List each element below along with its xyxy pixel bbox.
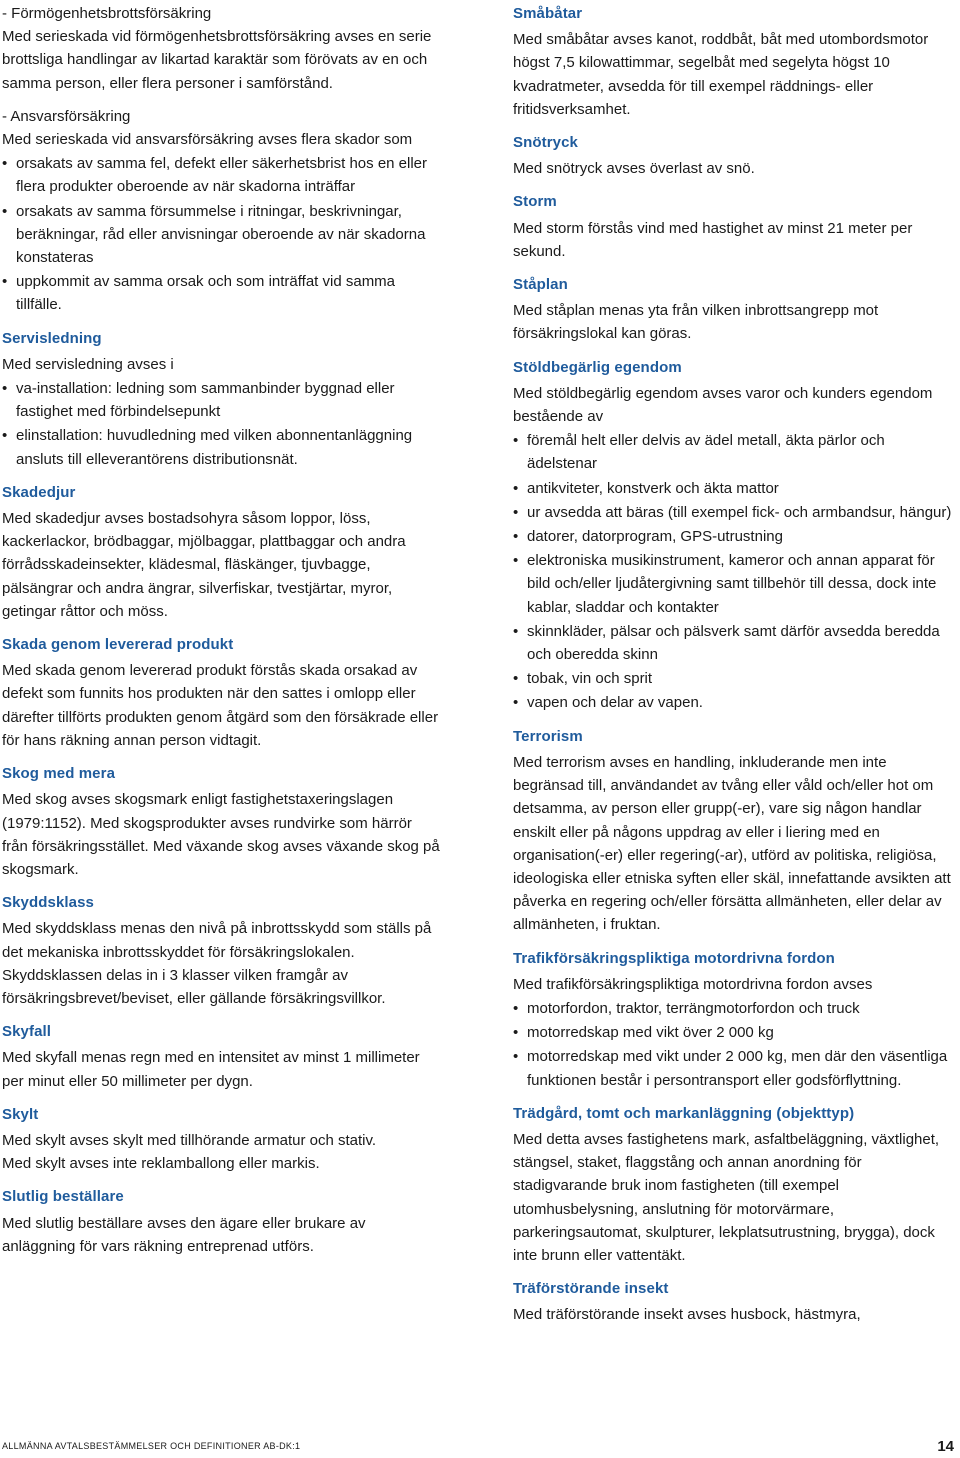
list-item: • orsakats av samma försummelse i ritningar, beskrivningar, beräkningar, råd eller anvisningar oberoende av när skadorna konstateras — [2, 200, 440, 270]
section-servisledning — [2, 327, 440, 471]
section-levererad-produkt — [2, 633, 440, 752]
bullet-list — [513, 997, 958, 1092]
list-item: • orsakats av samma fel, defekt eller säkerhetsbrist hos en eller flera produkter oberoende av när skadorna inträffar — [2, 152, 440, 198]
section-text: Med skada genom levererad produkt förstås skada orsakad av defekt som funnits hos produkten när den sattes i omlopp eller därefter tillförts produkten genom åtgärd som den försäkrade eller för hans räkning annan person vidtagit. — [2, 662, 439, 749]
section-storm — [513, 190, 958, 263]
list-item: • elektroniska musikinstrument, kameror och annan apparat för bild och/eller ljudåtergivning samt tillbehör till dessa, dock inte kablar, sladdar och kontakter — [513, 549, 958, 619]
section-heading: Snötryck — [513, 134, 578, 152]
section-text: Med terrorism avses en handling, inkluderande men inte begränsad till, användandet av tvång eller våld och/eller hot om detsamma, av person eller grupp(-er), vare sig någon handlar enskilt eller på någons uppdrag av eller i liering med en organisation(-er) eller regering(-ar), utförd av politiska, religiösa, ideologiska eller etniska syften eller skäl, innefattande avsikten att påverka en regering och/eller försätta allmänheten, eller delar av allmänheten, i fruktan. — [513, 753, 951, 934]
section-text: Med skyfall menas regn med en intensitet av minst 1 millimeter per minut eller 50 millimeter per dygn. — [2, 1049, 420, 1090]
list-item: • ur avsedda att bäras (till exempel fick- och armbandsur, hängur) — [513, 501, 958, 524]
list-item: • va-installation: ledning som sammanbinder byggnad eller fastighet med förbindelsepunkt — [2, 377, 440, 423]
section-heading: Småbåtar — [513, 5, 583, 22]
section-smabatar — [513, 2, 958, 121]
section-heading: Trädgård, tomt och markanläggning (objekttyp) — [513, 1104, 855, 1122]
list-item: • vapen och delar av vapen. — [513, 691, 958, 714]
list-item: • föremål helt eller delvis av ädel metall, äkta pärlor och ädelstenar — [513, 429, 958, 475]
section-heading: Träförstörande insekt — [513, 1280, 669, 1298]
section-staplan — [513, 273, 958, 346]
list-item: • motorfordon, traktor, terrängmotorfordon och truck — [513, 997, 958, 1020]
section-text: Med trafikförsäkringspliktiga motordrivna fordon avses — [513, 975, 873, 993]
section-heading: Terrorism — [513, 727, 583, 745]
section-heading: - Förmögenhetsbrottsförsäkring — [2, 5, 212, 22]
section-heading: Slutlig beställare — [2, 1188, 124, 1206]
section-text: Med skylt avses skylt med tillhörande armatur och stativ. — [2, 1131, 377, 1149]
section-heading: Skog med mera — [2, 765, 116, 783]
list-item: • tobak, vin och sprit — [513, 667, 958, 690]
section-text: Med skyddsklass menas den nivå på inbrottsskydd som ställs på det mekaniska inbrottsskyddet för försäkringslokalen. Skyddsklassen delas in i 3 klasser vilken framgår av försäkringsbrevet/beviset, eller gällande försäkringsvillkor. — [2, 920, 432, 1007]
section-text: Med småbåtar avses kanot, roddbåt, båt med utombordsmotor högst 7,5 kilowattimmar, segelbåt med segelyta högst 10 kvadratmeter, avsedda för till exempel räddnings- eller fritidsverksamhet. — [513, 31, 929, 118]
section-text: Med detta avses fastighetens mark, asfaltbeläggning, växtlighet, stängsel, staket, flaggstång och annan anordning för stadigvarande bruk inom fastigheten (till exempel utomhusbelysning, anslutning för motorvärmare, parkeringsautomat, skulpturer, lekplatsutrustning, brygga), dock inte brunn eller vattentäkt. — [513, 1130, 940, 1264]
section-text: Med skadedjur avses bostadsohyra såsom loppor, löss, kackerlackor, brödbaggar, mjölbaggar, plattbaggar och andra förrådsskadeinsekter, klädesmal, fläskänger, tjuvbagge, pälsängrar och andra ängrar, silverfiskar, tvestjärtar, myror, getingar råttor och möss. — [2, 510, 406, 620]
section-text: Med serieskada vid ansvarsförsäkring avses flera skador som — [2, 131, 413, 149]
section-slutlig-bestallare — [2, 1185, 440, 1258]
section-skyddsklass — [2, 891, 440, 1010]
list-item: • motorredskap med vikt över 2 000 kg — [513, 1021, 958, 1044]
section-heading: Servisledning — [2, 329, 102, 347]
section-text: Med slutlig beställare avses den ägare eller brukare av anläggning för vars räkning entreprenad utförs. — [2, 1214, 366, 1255]
right-column — [513, 2, 958, 1337]
section-liability-insurance — [2, 105, 440, 317]
section-text: Med skog avses skogsmark enligt fastighetstaxeringslagen (1979:1152). Med skogsprodukter avses rundvirke som härrör från försäkringsstället. Med växande skog avses växande skog på skogsmark. — [2, 791, 440, 878]
section-text: Med ståplan menas yta från vilken inbrottsangrepp mot försäkringslokal kan göras. — [513, 302, 879, 343]
bullet-list — [2, 377, 440, 471]
list-item: • datorer, datorprogram, GPS-utrustning — [513, 525, 958, 548]
section-heading: Storm — [513, 193, 557, 211]
list-item: • motorredskap med vikt under 2 000 kg, men där den väsentliga funktionen består i persontransport eller godsförflyttning. — [513, 1045, 958, 1091]
section-text: Med stöldbegärlig egendom avses varor och kunders egendom bestående av — [513, 384, 933, 426]
section-heading: Skylt — [2, 1105, 39, 1123]
list-item: • skinnkläder, pälsar och pälsverk samt därför avsedda beredda och oberedda skinn — [513, 620, 958, 666]
left-column — [2, 2, 440, 1268]
bullet-list — [2, 152, 440, 316]
section-fraud-insurance — [2, 2, 440, 95]
section-text: Med snötryck avses överlast av snö. — [513, 160, 755, 178]
section-terrorism — [513, 725, 958, 937]
footer-document-title: ALLMÄNNA AVTALSBESTÄMMELSER OCH DEFINITIONER AB-DK:1 — [2, 1441, 301, 1451]
section-heading: Ståplan — [513, 276, 568, 294]
list-item: • elinstallation: huvudledning med vilken abonnentanläggning ansluts till elleverantörens distributionsnät. — [2, 424, 440, 470]
section-heading: Stöldbegärlig egendom — [513, 358, 682, 376]
section-text: Med storm förstås vind med hastighet av minst 21 meter per sekund. — [513, 219, 913, 260]
section-tradgard-tomt — [513, 1102, 958, 1267]
list-item: • uppkommit av samma orsak och som inträffat vid samma tillfälle. — [2, 270, 440, 316]
section-traforstorande-insekt — [513, 1277, 958, 1326]
section-skadedjur — [2, 481, 440, 623]
section-text: Med servisledning avses i — [2, 355, 174, 373]
section-skog — [2, 762, 440, 881]
section-skylt — [2, 1103, 440, 1176]
section-text: Med serieskada vid förmögenhetsbrottsförsäkring avses en serie brottsliga handlingar av likartad karaktär som förövats av en och samma person, eller flera personer i samförstånd. — [2, 28, 432, 92]
section-snotryck — [513, 131, 958, 180]
list-item: • antikviteter, konstverk och äkta mattor — [513, 477, 958, 500]
section-stoldbegarlig-egendom — [513, 356, 958, 715]
section-skyfall — [2, 1020, 440, 1093]
section-heading: Skyddsklass — [2, 894, 94, 912]
section-heading: - Ansvarsförsäkring — [2, 107, 131, 125]
section-heading: Trafikförsäkringspliktiga motordrivna fordon — [513, 949, 835, 967]
bullet-list — [513, 429, 958, 714]
section-text: Med träförstörande insekt avses husbock, hästmyra, — [513, 1306, 861, 1324]
section-heading: Skadedjur — [2, 483, 76, 501]
page-number: 14 — [937, 1438, 954, 1455]
section-heading: Skyfall — [2, 1023, 52, 1041]
section-heading: Skada genom levererad produkt — [2, 636, 234, 654]
section-trafikforsakringspliktiga-fordon — [513, 947, 958, 1092]
section-text: Med skylt avses inte reklamballong eller markis. — [2, 1155, 320, 1173]
